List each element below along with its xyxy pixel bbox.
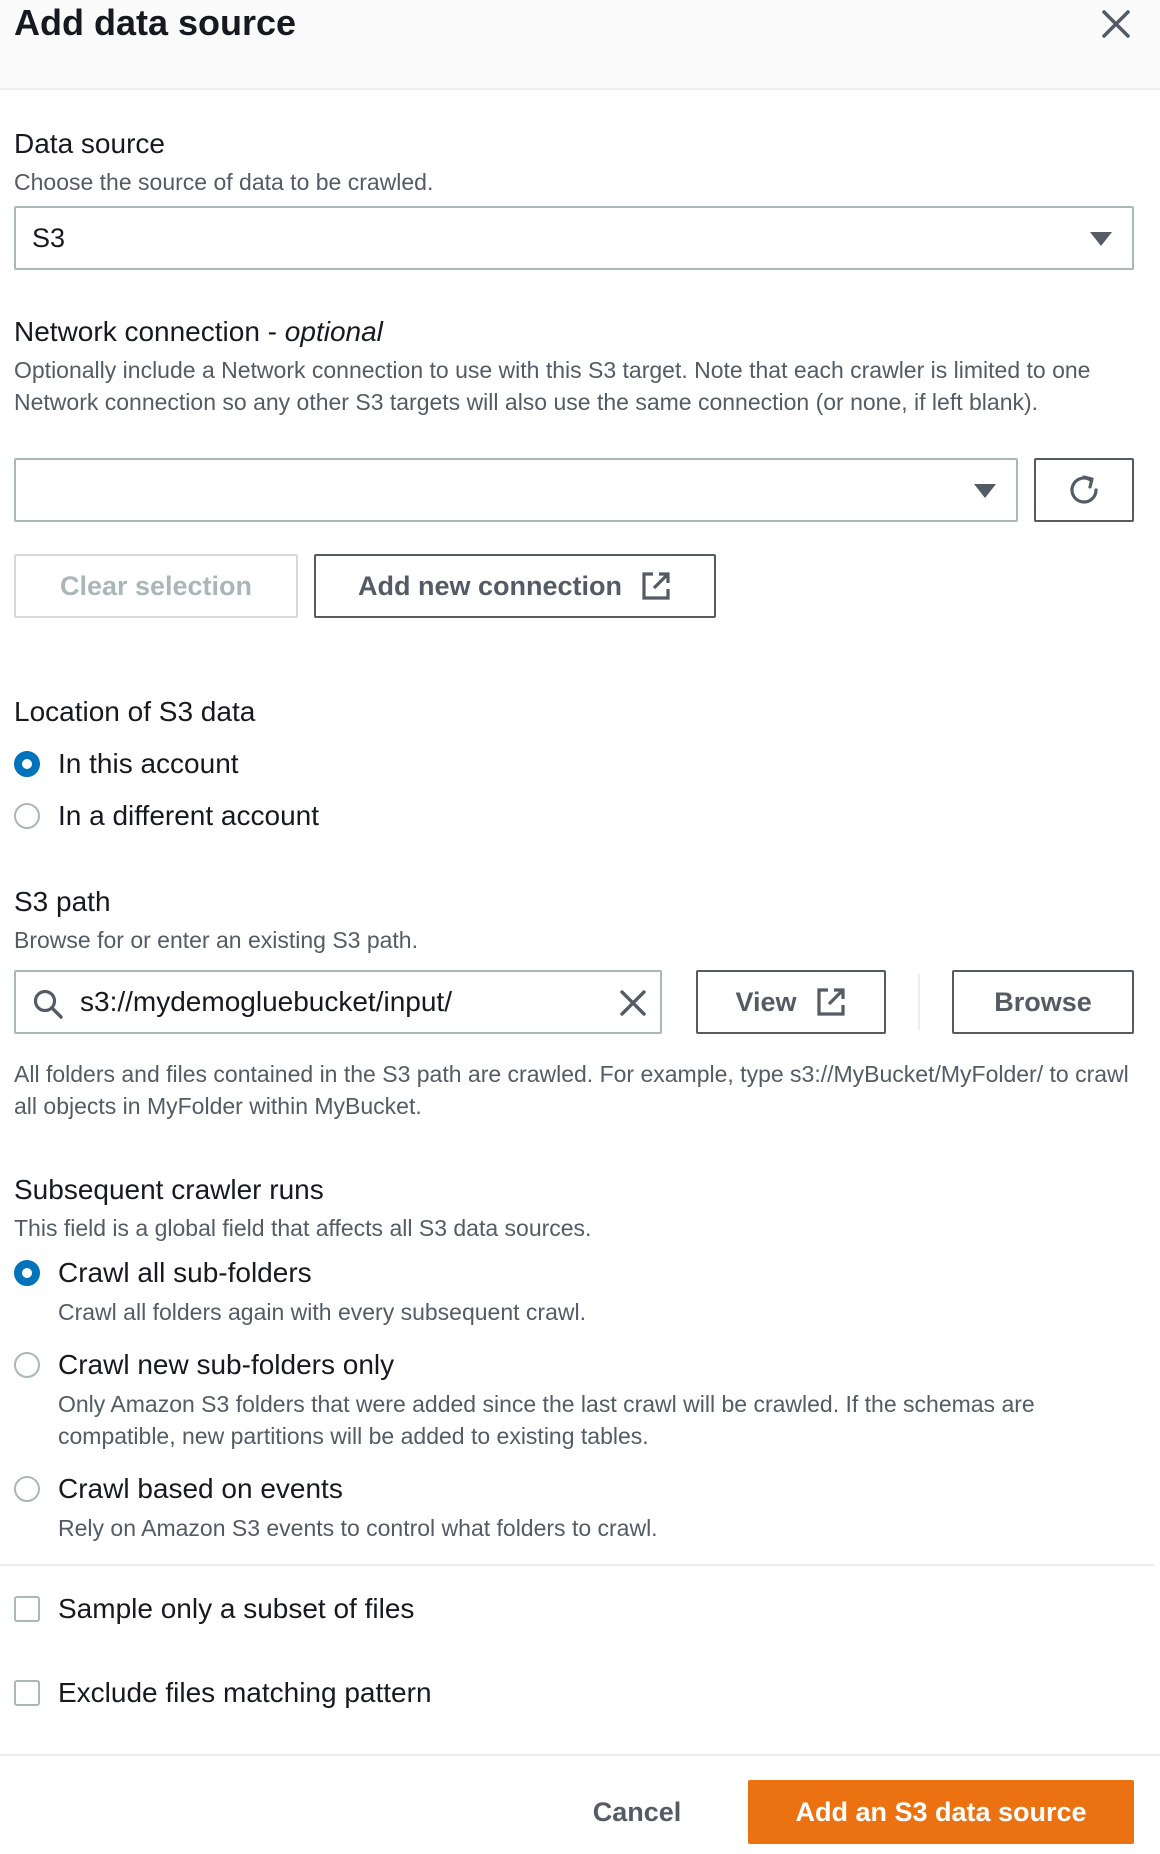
- search-icon: [32, 988, 64, 1020]
- network-connection-value: [16, 475, 32, 505]
- crawl-new-subfolders-description: Only Amazon S3 folders that were added since the last crawl will be crawled. If the schemas are compatible, new partitions will be added to existing tables.: [58, 1391, 1035, 1449]
- radio-in-different-account[interactable]: [14, 803, 40, 829]
- refresh-button[interactable]: [1034, 458, 1134, 522]
- subsequent-runs-label: Subsequent crawler runs: [14, 1174, 324, 1205]
- data-source-select[interactable]: [14, 206, 1134, 270]
- network-connection-description: Optionally include a Network connection to use with this S3 target. Note that each crawler is limited to one Network connection so any other S3 targets will also use the same connection (or none, if left blank).: [14, 357, 1091, 415]
- data-source-value: S3: [32, 223, 66, 253]
- in-this-account-label[interactable]: In this account: [58, 748, 239, 779]
- crawl-based-on-events-label[interactable]: Crawl based on events: [58, 1473, 343, 1504]
- cancel-label: Cancel: [592, 1796, 682, 1827]
- radio-crawl-new-subfolders[interactable]: [14, 1352, 40, 1378]
- sample-subset-checkbox[interactable]: [14, 1596, 40, 1622]
- cancel-button[interactable]: [568, 1780, 706, 1844]
- radio-in-this-account[interactable]: [14, 751, 40, 777]
- s3-path-label: S3 path: [14, 886, 111, 917]
- exclude-pattern-label[interactable]: Exclude files matching pattern: [58, 1677, 432, 1708]
- s3-path-input[interactable]: [14, 970, 662, 1034]
- s3-path-hint: All folders and files contained in the S3 path are crawled. For example, type s3://MyBucket/MyFolder/ to crawl all objects in MyFolder within MyBucket.: [14, 1061, 1129, 1119]
- exclude-pattern-checkbox[interactable]: [14, 1680, 40, 1706]
- view-button[interactable]: [696, 970, 886, 1034]
- clear-input-icon[interactable]: [618, 988, 648, 1018]
- button-separator: [918, 974, 920, 1030]
- caret-down-icon: [1090, 232, 1112, 246]
- external-link-icon: [640, 570, 672, 602]
- s3-path-description: Browse for or enter an existing S3 path.: [14, 927, 418, 953]
- refresh-icon: [1065, 471, 1103, 509]
- browse-button[interactable]: [952, 970, 1134, 1034]
- location-label: Location of S3 data: [14, 696, 256, 727]
- crawl-all-subfolders-label[interactable]: Crawl all sub-folders: [58, 1257, 312, 1288]
- browse-label: Browse: [994, 986, 1092, 1017]
- add-s3-data-source-label: Add an S3 data source: [795, 1796, 1087, 1827]
- add-s3-data-source-button[interactable]: [748, 1780, 1134, 1844]
- caret-down-icon: [974, 484, 996, 498]
- clear-selection-button[interactable]: [14, 554, 298, 618]
- crawl-based-on-events-description: Rely on Amazon S3 events to control what folders to crawl.: [58, 1515, 658, 1541]
- data-source-description: Choose the source of data to be crawled.: [14, 169, 434, 195]
- crawl-all-subfolders-description: Crawl all folders again with every subsequent crawl.: [58, 1299, 586, 1325]
- section-divider: [0, 1564, 1154, 1566]
- add-new-connection-button[interactable]: [314, 554, 716, 618]
- clear-selection-label: Clear selection: [59, 570, 253, 601]
- subsequent-runs-description: This field is a global field that affects all S3 data sources.: [14, 1215, 592, 1241]
- data-source-label: Data source: [14, 128, 165, 159]
- close-icon: [1098, 6, 1134, 42]
- optional-tag: optional: [284, 316, 383, 347]
- radio-crawl-based-on-events[interactable]: [14, 1476, 40, 1502]
- s3-path-value: s3://mydemogluebucket/input/: [80, 986, 452, 1017]
- radio-crawl-all-subfolders[interactable]: [14, 1260, 40, 1286]
- view-label: View: [735, 986, 797, 1017]
- add-new-connection-label: Add new connection: [357, 570, 622, 601]
- network-connection-label: Network connection - optional: [14, 316, 383, 347]
- crawl-new-subfolders-label[interactable]: Crawl new sub-folders only: [58, 1349, 395, 1380]
- footer-divider: [0, 1754, 1160, 1756]
- dialog-title: Add data source: [14, 2, 297, 43]
- sample-subset-label[interactable]: Sample only a subset of files: [58, 1593, 415, 1624]
- in-different-account-label[interactable]: In a different account: [58, 800, 319, 831]
- network-connection-select[interactable]: [14, 458, 1018, 522]
- close-button[interactable]: [1098, 6, 1134, 42]
- external-link-icon: [815, 986, 847, 1018]
